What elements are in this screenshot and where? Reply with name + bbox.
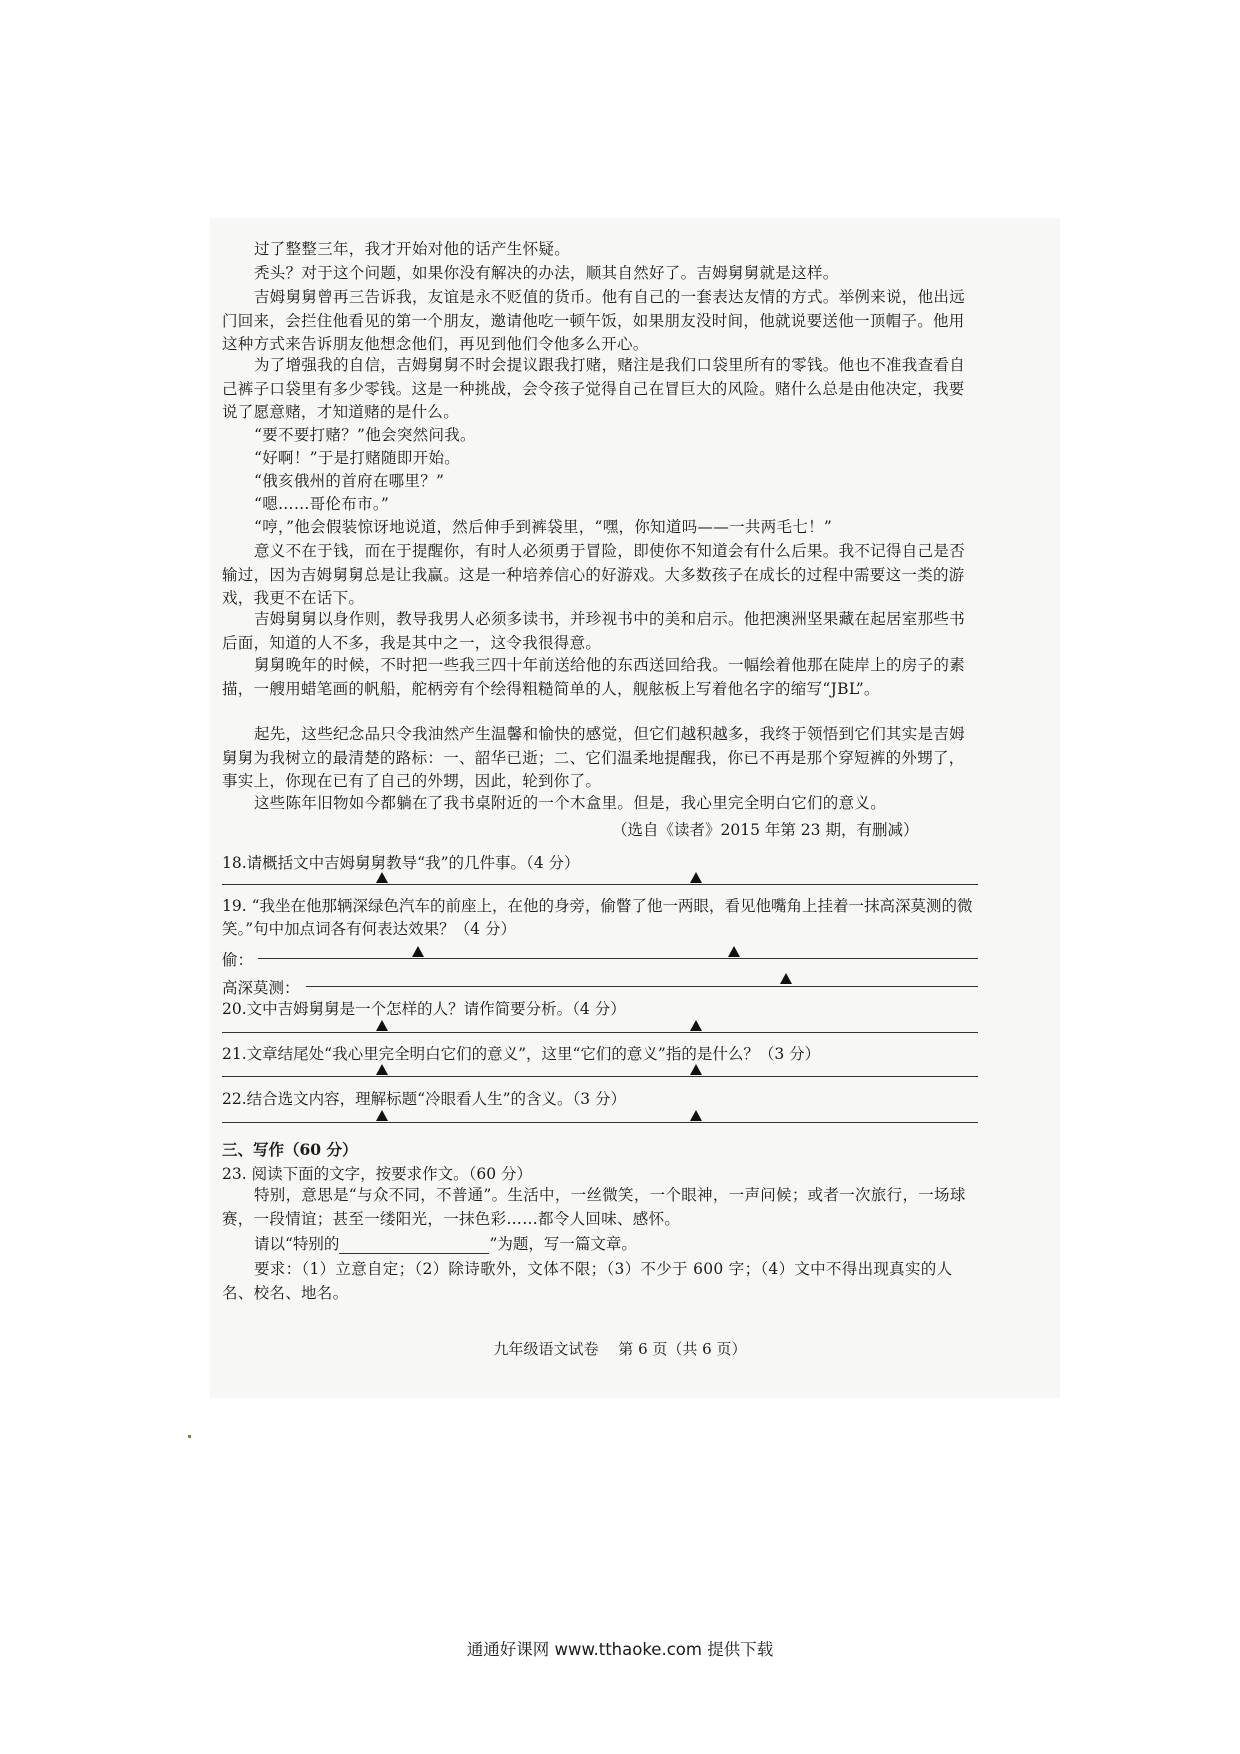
answer-line[interactable] — [222, 1032, 978, 1033]
passage-paragraph: 吉姆舅舅曾再三告诉我，友谊是永不贬值的货币。他有自己的一套表达友情的方式。举例来说，他出远门回来，会拦住他看见的第一个朋友，邀请他吃一顿午饭，如果朋友没时间，他就说要送他一顶帽子。他用这种方式来告诉朋友他想念他们，再见到他们令他多么开心。 — [222, 288, 966, 353]
answer-line[interactable] — [258, 958, 978, 959]
writing-section-heading: 三、写作（60 分） — [222, 1140, 358, 1159]
writing-prompt: 特别，意思是“与众不同，不普通”。生活中，一丝微笑，一个眼神，一声问候；或者一次旅行，一场球赛，一段情谊；甚至一缕阳光，一抹色彩……都令人回味、感怀。 — [222, 1186, 966, 1228]
writing-title-line — [254, 1232, 637, 1254]
passage-dialogue: “好啊！”于是打赌随即开始。 — [254, 449, 461, 467]
question-20: 20.文中吉姆舅舅是一个怎样的人？请作简要分析。（4 分） — [222, 1000, 626, 1018]
triangle-marker-icon — [690, 872, 702, 883]
triangle-marker-icon — [412, 946, 424, 957]
passage-dialogue: “嗯……哥伦布市。” — [254, 495, 390, 513]
triangle-marker-icon — [690, 1020, 702, 1031]
q19-label-tou: 偷： — [222, 951, 254, 969]
answer-line[interactable] — [222, 1122, 978, 1123]
triangle-marker-icon — [376, 872, 388, 883]
passage-paragraph: 意义不在于钱，而在于提醒你，有时人必须勇于冒险，即使你不知道会有什么后果。我不记得自己是否输过，因为吉姆舅舅总是让我赢。这是一种培养信心的好游戏。大多数孩子在成长的过程中需要这一类的游戏，我更不在话下。 — [222, 542, 966, 607]
passage-paragraph: 这些陈年旧物如今都躺在了我书桌附近的一个木盒里。但是，我心里完全明白它们的意义。 — [254, 794, 887, 812]
question-23: 23. 阅读下面的文字，按要求作文。（60 分） — [222, 1165, 532, 1183]
answer-line[interactable] — [222, 884, 978, 885]
title-blank[interactable] — [339, 1237, 489, 1254]
q19-label-gaoshenmoce: 高深莫测： — [222, 979, 300, 997]
writing-requirements: 要求：（1）立意自定；（2）除诗歌外，文体不限；（3）不少于 600 字；（4）文中不得出现真实的人名、校名、地名。 — [222, 1260, 953, 1302]
triangle-marker-icon — [728, 946, 740, 957]
passage-paragraph: 吉姆舅舅以身作则，教导我男人必须多读书，并珍视书中的美和启示。他把澳洲坚果藏在起居室那些书后面，知道的人不多，我是其中之一，这令我很得意。 — [222, 610, 966, 652]
passage-source: （选自《读者》2015 年第 23 期，有删减） — [612, 821, 919, 839]
passage-paragraph: 秃头？对于这个问题，如果你没有解决的办法，顺其自然好了。吉姆舅舅就是这样。 — [254, 264, 839, 282]
answer-line[interactable] — [222, 1076, 978, 1077]
download-note: 通通好课网 www.tthaoke.com 提供下载 — [466, 1640, 774, 1659]
passage-paragraph: 为了增强我的自信，吉姆舅舅不时会提议跟我打赌，赌注是我们口袋里所有的零钱。他也不准我查看自己裤子口袋里有多少零钱。这是一种挑战，会令孩子觉得自己在冒巨大的风险。赌什么总是由他决定，我要说了愿意赌，才知道赌的是什么。 — [222, 356, 966, 421]
question-21: 21.文章结尾处“我心里完全明白它们的意义”，这里“它们的意义”指的是什么？（3 分） — [222, 1045, 821, 1063]
question-19: 19. “我坐在他那辆深绿色汽车的前座上，在他的身旁，偷瞥了他一两眼，看见他嘴角上挂着一抹高深莫测的微笑。”句中加点词各有何表达效果？（4 分） — [222, 897, 973, 938]
passage-paragraph: 起先，这些纪念品只令我油然产生温馨和愉快的感觉，但它们越积越多，我终于领悟到它们其实是吉姆舅舅为我树立的最清楚的路标：一、韶华已逝；二、它们温柔地提醒我，你已不再是那个穿短裤的外甥了，事实上，你现在已有了自己的外甥，因此，轮到你了。 — [222, 725, 966, 790]
triangle-marker-icon — [780, 973, 792, 984]
passage-dialogue: “俄亥俄州的首府在哪里？” — [254, 472, 445, 490]
page-footer: 九年级语文试卷 第 6 页（共 6 页） — [493, 1340, 747, 1358]
triangle-marker-icon — [376, 1064, 388, 1075]
passage-dialogue: “哼，”他会假装惊讶地说道，然后伸手到裤袋里，“嘿，你知道吗——一共两毛七！” — [254, 518, 833, 536]
title-prefix: 请以“特别的 — [254, 1235, 340, 1253]
question-18: 18.请概括文中吉姆舅舅教导“我”的几件事。（4 分） — [222, 854, 580, 872]
answer-line[interactable] — [306, 986, 978, 987]
title-suffix: ”为题，写一篇文章。 — [489, 1235, 637, 1253]
triangle-marker-icon — [376, 1020, 388, 1031]
question-22: 22.结合选文内容，理解标题“冷眼看人生”的含义。（3 分） — [222, 1090, 627, 1108]
passage-dialogue: “要不要打赌？”他会突然问我。 — [254, 426, 476, 444]
passage-paragraph: 过了整整三年，我才开始对他的话产生怀疑。 — [254, 240, 571, 258]
triangle-marker-icon — [376, 1110, 388, 1121]
passage-paragraph: 舅舅晚年的时候，不时把一些我三四十年前送给他的东西送回给我。一幅绘着他那在陡岸上的房子的素描，一艘用蜡笔画的帆船，舵柄旁有个绘得粗糙简单的人，舰舷板上写着他名字的缩写“JBL”。 — [222, 656, 966, 698]
triangle-marker-icon — [690, 1110, 702, 1121]
triangle-marker-icon — [690, 1064, 702, 1075]
scan-speck — [188, 1435, 191, 1438]
